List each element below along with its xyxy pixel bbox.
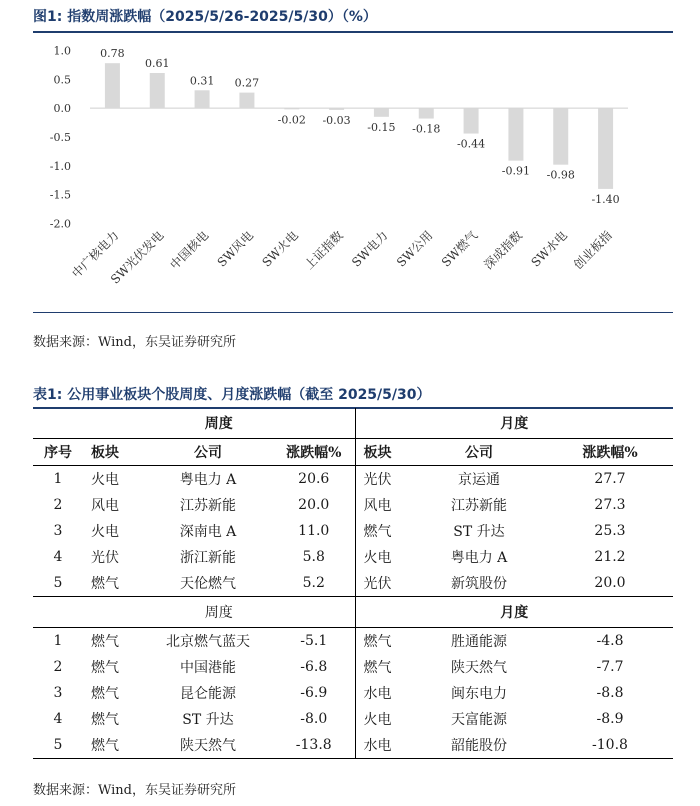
table-row bbox=[33, 732, 673, 759]
cell-monthly-company: 闽东电力 bbox=[451, 686, 507, 702]
bar bbox=[598, 108, 613, 189]
cell-weekly-sector: 火电 bbox=[91, 472, 119, 488]
cell-weekly-change: 5.8 bbox=[302, 549, 325, 565]
cell-weekly-change: -6.9 bbox=[300, 685, 328, 701]
cell-weekly-sector: 燃气 bbox=[83, 732, 143, 759]
data-label: -0.18 bbox=[412, 122, 441, 136]
cell-weekly-change: -8.0 bbox=[300, 711, 328, 727]
cell-monthly-sector: 光伏 bbox=[355, 466, 411, 493]
cell-weekly-change: 20.6 bbox=[298, 471, 330, 487]
cell-weekly-company: ST 升达 bbox=[182, 712, 234, 728]
x-category-label: 中国核电 bbox=[167, 228, 212, 273]
data-label: -0.03 bbox=[322, 113, 351, 127]
cell-weekly-change: 20.0 bbox=[298, 497, 330, 513]
cell-weekly-change: 5.2 bbox=[302, 575, 325, 591]
cell-monthly-company: 粤电力 A bbox=[450, 550, 508, 566]
index-weekly-change-chart bbox=[0, 0, 700, 310]
bar bbox=[105, 63, 120, 108]
figure-title: 图1: 指数周涨跌幅（2025/5/26-2025/5/30）（%） bbox=[33, 9, 377, 25]
cell-weekly-change: -6.8 bbox=[300, 659, 328, 675]
x-category-label: 上证指数 bbox=[301, 228, 346, 273]
top-gainers-body bbox=[33, 466, 673, 597]
x-category-label: SW光伏发电 bbox=[107, 228, 167, 287]
cell-index: 1 bbox=[53, 471, 63, 487]
cell-monthly-sector: 水电 bbox=[355, 680, 411, 706]
table-source-note: 数据来源：Wind，东吴证券研究所 bbox=[33, 783, 236, 798]
cell-monthly-company: 新筑股份 bbox=[451, 576, 507, 592]
cell-monthly-sector: 水电 bbox=[355, 732, 411, 759]
data-label: 0.27 bbox=[234, 76, 260, 90]
data-label: 0.31 bbox=[189, 74, 215, 88]
figure-bottom-rule bbox=[33, 312, 673, 313]
cell-weekly-sector: 火电 bbox=[91, 524, 119, 540]
cell-weekly-change: -5.1 bbox=[300, 633, 328, 649]
cell-monthly-company: ST 升达 bbox=[453, 524, 505, 540]
cell-monthly-sector: 燃气 bbox=[355, 518, 411, 544]
bar bbox=[553, 108, 568, 165]
x-category-label: 创业板指 bbox=[570, 228, 615, 273]
bar bbox=[239, 93, 254, 109]
cell-weekly-company: 陕天然气 bbox=[143, 732, 273, 759]
data-label: -0.02 bbox=[277, 113, 306, 127]
cell-monthly-change: 25.3 bbox=[594, 523, 626, 539]
top-weekly-header: 周度 bbox=[83, 408, 355, 439]
bar bbox=[329, 108, 344, 110]
cell-weekly-sector: 风电 bbox=[91, 498, 119, 514]
cell-monthly-company: 江苏新能 bbox=[451, 498, 507, 514]
cell-weekly-company: 中国港能 bbox=[180, 660, 236, 676]
y-tick-label: -2.0 bbox=[49, 217, 71, 231]
cell-weekly-sector: 燃气 bbox=[91, 660, 119, 676]
col-monthly-sector-header: 板块 bbox=[355, 439, 411, 466]
cell-index: 4 bbox=[53, 549, 63, 565]
x-category-label: SW电力 bbox=[349, 228, 391, 270]
cell-monthly-change: 27.3 bbox=[594, 497, 626, 513]
cell-index: 5 bbox=[53, 575, 63, 591]
cell-monthly-company: 天富能源 bbox=[451, 712, 507, 728]
top-losers-body bbox=[33, 628, 673, 759]
cell-monthly-company: 胜通能源 bbox=[451, 634, 507, 650]
x-category-label: 中广核电力 bbox=[69, 228, 122, 281]
y-tick-label: -1.5 bbox=[49, 188, 71, 202]
x-category-label: SW公用 bbox=[393, 228, 436, 270]
bar bbox=[464, 108, 479, 133]
cell-monthly-company: 韶能股份 bbox=[411, 732, 547, 759]
x-category-label: 深成指数 bbox=[481, 228, 526, 273]
cell-monthly-change: 27.7 bbox=[594, 471, 626, 487]
x-category-label: SW水电 bbox=[528, 228, 570, 270]
cell-monthly-sector: 燃气 bbox=[355, 628, 411, 655]
cell-index: 4 bbox=[53, 711, 63, 727]
y-tick-label: -0.5 bbox=[49, 131, 71, 144]
bar bbox=[150, 73, 165, 108]
table-row bbox=[33, 518, 673, 544]
figure-source-note: 数据来源：Wind，东吴证券研究所 bbox=[33, 335, 236, 350]
cell-weekly-change: -13.8 bbox=[273, 732, 355, 759]
cell-index: 2 bbox=[53, 497, 63, 513]
top-monthly-header: 月度 bbox=[355, 408, 673, 439]
table-row bbox=[33, 466, 673, 493]
x-category-label: SW风电 bbox=[214, 228, 257, 270]
cell-weekly-sector: 燃气 bbox=[91, 686, 119, 702]
cell-monthly-company: 陕天然气 bbox=[451, 660, 507, 676]
cell-monthly-change: -4.8 bbox=[596, 633, 624, 649]
bar bbox=[284, 108, 299, 109]
cell-monthly-change: -7.7 bbox=[596, 659, 624, 675]
table-row bbox=[33, 680, 673, 706]
x-category-label: SW火电 bbox=[259, 228, 301, 270]
data-label: -0.44 bbox=[456, 137, 486, 151]
cell-index: 3 bbox=[53, 685, 63, 701]
table-row bbox=[33, 628, 673, 655]
data-label: -0.91 bbox=[501, 164, 531, 178]
cell-monthly-sector: 火电 bbox=[355, 544, 411, 570]
table-row bbox=[33, 706, 673, 732]
data-label: -0.98 bbox=[546, 168, 575, 182]
cell-weekly-company: 粤电力 A bbox=[179, 472, 237, 488]
bar bbox=[195, 90, 210, 108]
y-tick-label: 0.0 bbox=[53, 102, 71, 116]
cell-index: 1 bbox=[53, 633, 63, 649]
cell-monthly-change: -10.8 bbox=[547, 732, 673, 759]
cell-weekly-company: 深南电 A bbox=[179, 524, 237, 540]
bottom-monthly-header: 月度 bbox=[355, 597, 673, 628]
bottom-weekly-header: 周度 bbox=[83, 597, 355, 628]
cell-index: 2 bbox=[53, 659, 63, 675]
y-tick-label: 1.0 bbox=[53, 44, 71, 58]
cell-monthly-sector: 火电 bbox=[355, 706, 411, 732]
y-axis bbox=[50, 45, 628, 231]
cell-weekly-company: 浙江新能 bbox=[180, 550, 236, 566]
cell-weekly-sector: 燃气 bbox=[91, 712, 119, 728]
cell-weekly-sector: 燃气 bbox=[91, 634, 119, 650]
col-weekly-sector-header: 板块 bbox=[83, 439, 143, 466]
bar bbox=[419, 108, 434, 118]
table-row bbox=[33, 544, 673, 570]
cell-weekly-company: 江苏新能 bbox=[180, 498, 236, 514]
cell-index: 3 bbox=[53, 523, 63, 539]
cell-monthly-company: 京运通 bbox=[458, 472, 500, 488]
cell-weekly-change: 11.0 bbox=[298, 523, 330, 539]
cell-monthly-change: 21.2 bbox=[594, 549, 626, 565]
bar bbox=[374, 108, 389, 117]
x-axis-labels bbox=[68, 228, 614, 287]
table-row bbox=[33, 654, 673, 680]
cell-weekly-company: 天伦燃气 bbox=[180, 576, 236, 592]
cell-monthly-sector: 风电 bbox=[355, 492, 411, 518]
col-index-header: 序号 bbox=[33, 439, 83, 466]
cell-monthly-sector: 燃气 bbox=[355, 654, 411, 680]
cell-weekly-company: 北京燃气蓝天 bbox=[166, 634, 250, 650]
table-row bbox=[33, 492, 673, 518]
cell-weekly-sector: 光伏 bbox=[91, 550, 119, 566]
cell-monthly-sector: 光伏 bbox=[355, 570, 411, 597]
col-weekly-change-header: 涨跌幅% bbox=[273, 439, 355, 466]
bars bbox=[100, 47, 620, 206]
y-tick-label: -1.0 bbox=[49, 159, 71, 173]
bar bbox=[508, 108, 523, 160]
table-title: 表1: 公用事业板块个股周度、月度涨跌幅（截至 2025/5/30） bbox=[33, 387, 431, 403]
sector-stock-performance-table bbox=[33, 408, 673, 759]
data-label: 0.78 bbox=[100, 47, 125, 61]
col-weekly-company-header: 公司 bbox=[143, 439, 273, 466]
y-tick-label: 0.5 bbox=[53, 73, 71, 87]
cell-weekly-sector: 燃气 bbox=[91, 576, 119, 592]
x-category-label: SW燃气 bbox=[438, 228, 481, 270]
table-row bbox=[33, 570, 673, 597]
data-label: -0.15 bbox=[367, 120, 396, 134]
data-label: 0.61 bbox=[145, 56, 170, 70]
cell-monthly-change: -8.8 bbox=[596, 685, 624, 701]
cell-weekly-company: 昆仑能源 bbox=[180, 686, 236, 702]
cell-monthly-change: -8.9 bbox=[596, 711, 624, 727]
cell-index: 5 bbox=[33, 732, 83, 759]
cell-monthly-change: 20.0 bbox=[594, 575, 626, 591]
col-monthly-company-header: 公司 bbox=[411, 439, 547, 466]
data-label: -1.40 bbox=[591, 192, 620, 206]
col-monthly-change-header: 涨跌幅% bbox=[547, 439, 673, 466]
